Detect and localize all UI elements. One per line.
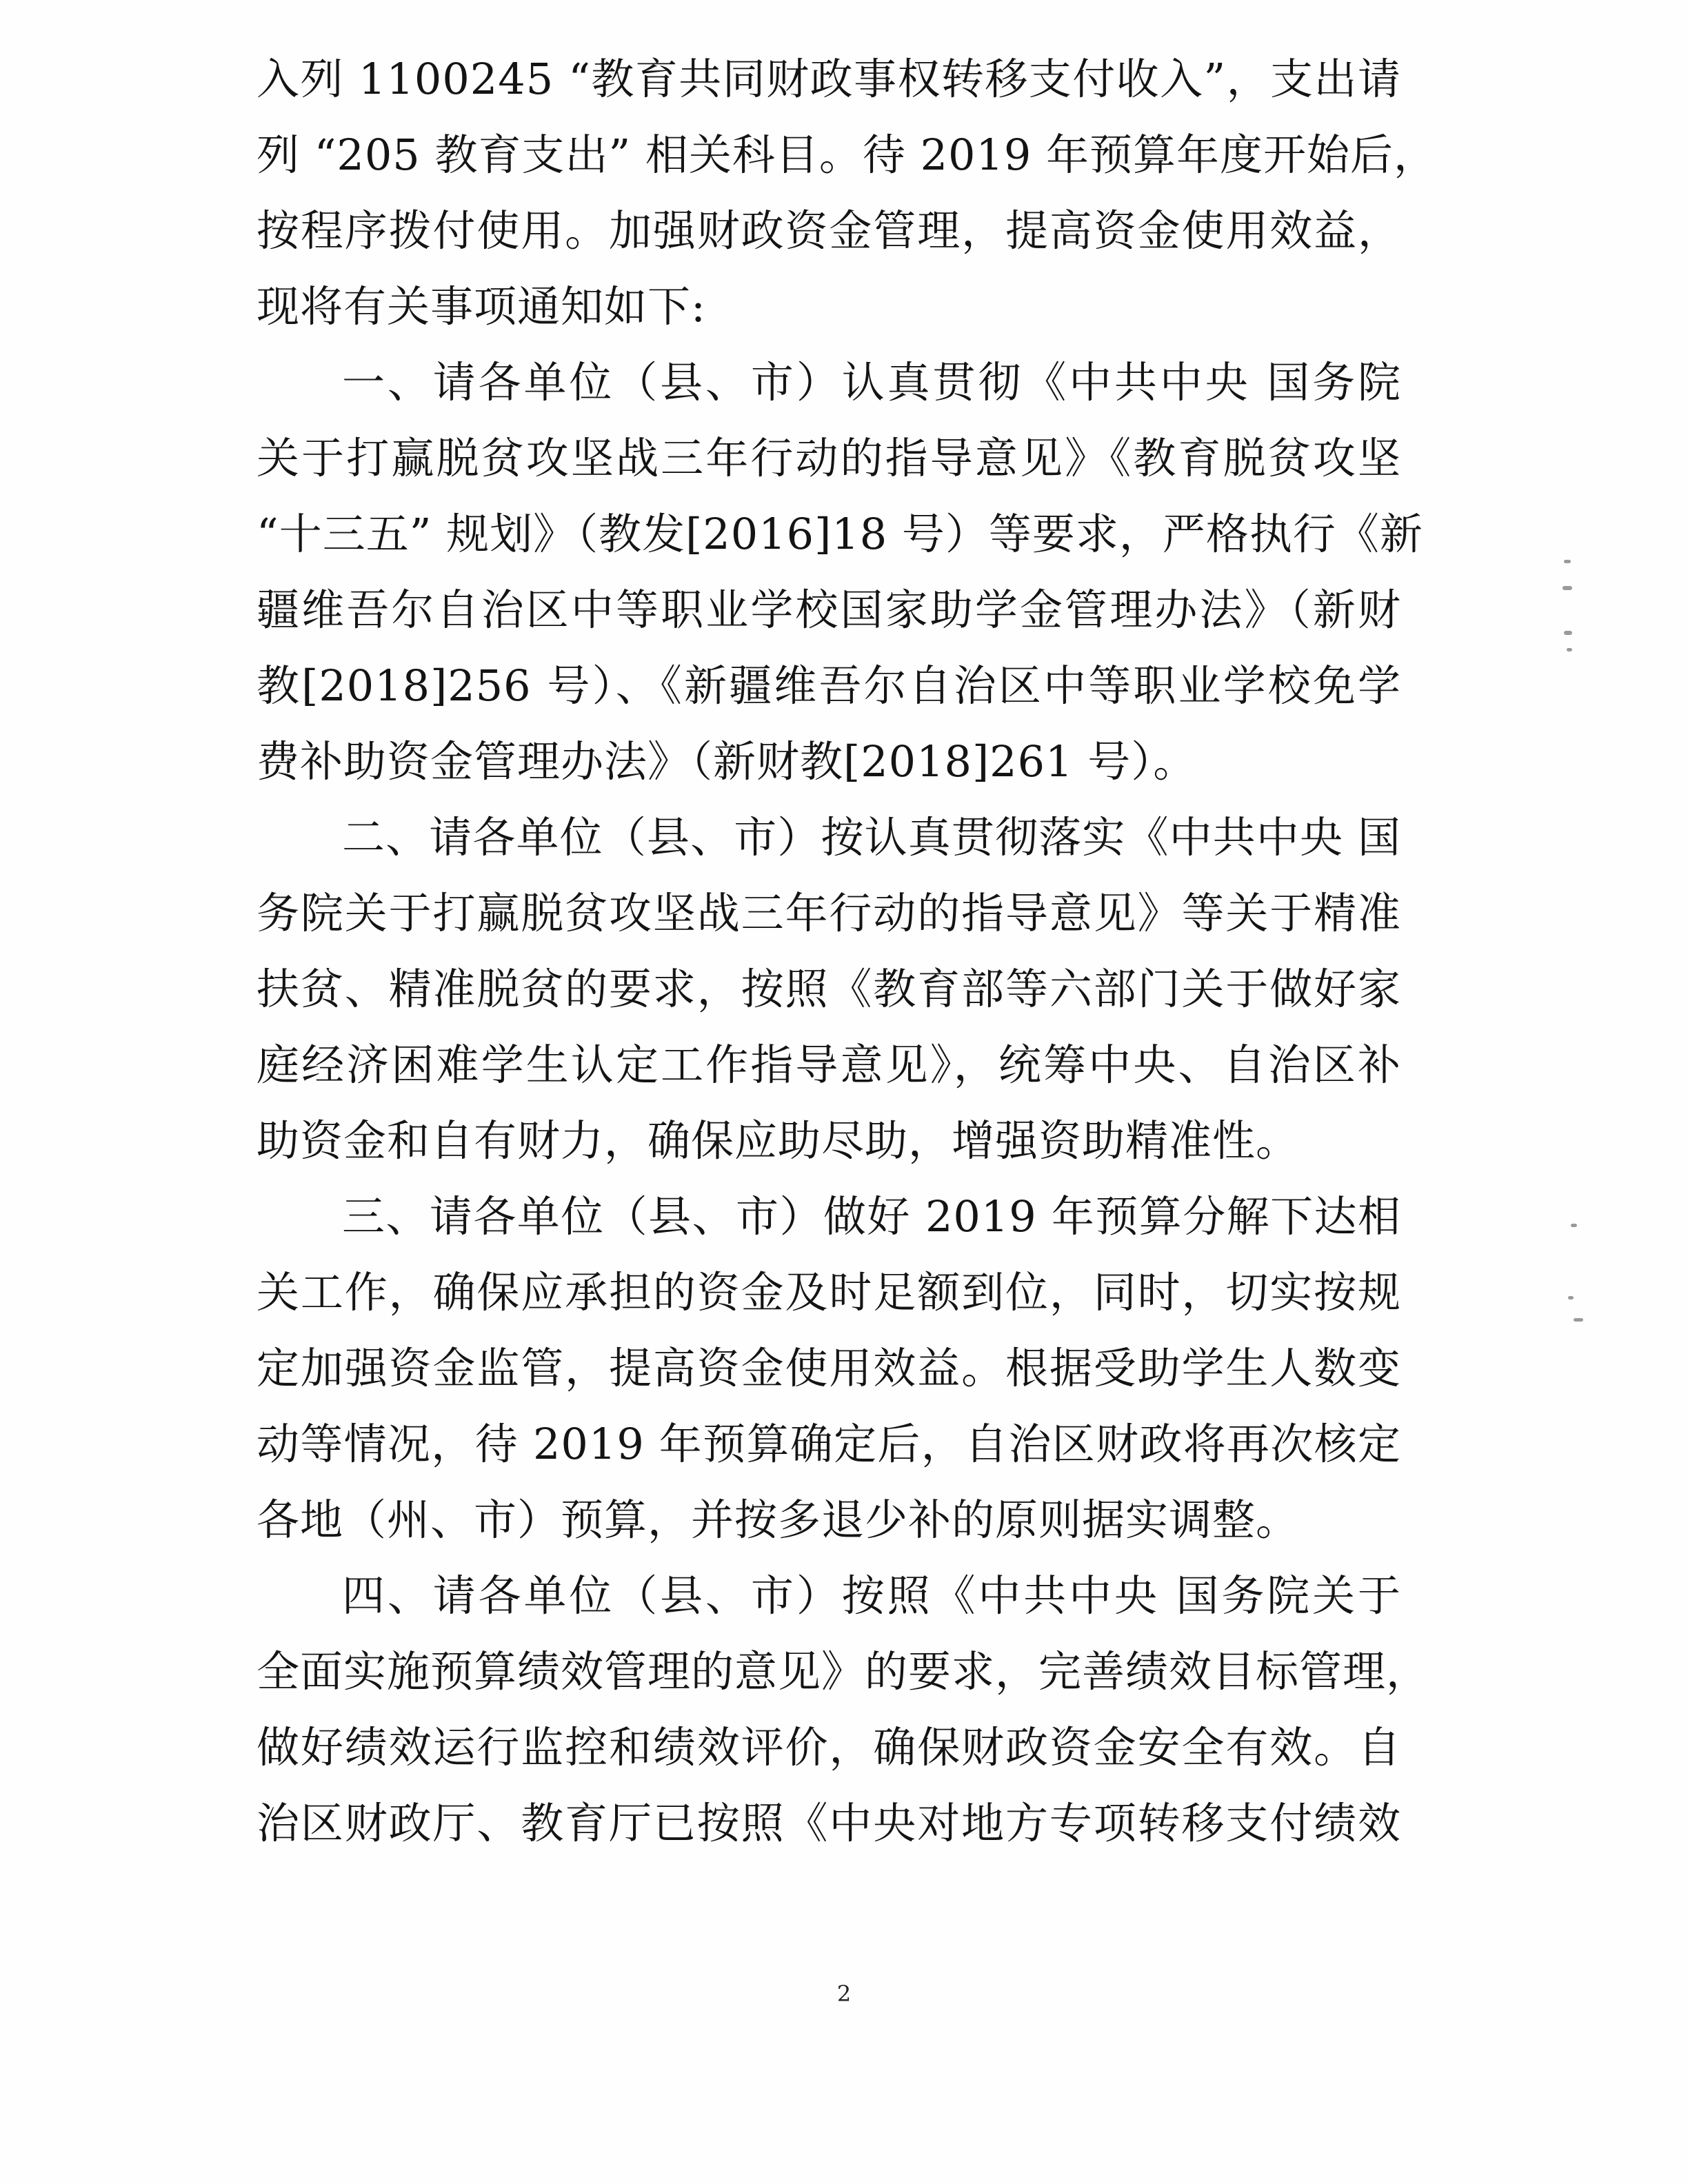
paragraph-4-start: 四、请各单位（县、市）按照《中共中央 国务院关于: [342, 1570, 1401, 1621]
body-line: “十三五” 规划》（教发[2016]18 号）等要求，严格执行《新: [257, 509, 1423, 559]
body-line: 按程序拨付使用。加强财政资金管理，提高资金使用效益，: [257, 205, 1401, 256]
scan-speck: [1564, 560, 1571, 563]
body-line: 扶贫、精准脱贫的要求，按照《教育部等六部门关于做好家: [257, 964, 1401, 1014]
page-number: 2: [836, 1981, 852, 2007]
body-line: 教[2018]256 号）、《新疆维吾尔自治区中等职业学校免学: [257, 660, 1401, 711]
body-line: 动等情况，待 2019 年预算确定后，自治区财政将再次核定: [257, 1419, 1401, 1469]
body-line: 全面实施预算绩效管理的意见》的要求，完善绩效目标管理，: [257, 1646, 1430, 1697]
body-line: 做好绩效运行监控和绩效评价，确保财政资金安全有效。自: [257, 1722, 1401, 1772]
document-body: [257, 41, 1438, 1861]
scan-speck: [1571, 1224, 1577, 1227]
body-line: 务院关于打赢脱贫攻坚战三年行动的指导意见》等关于精准: [257, 888, 1401, 938]
body-line: 庭经济困难学生认定工作指导意见》，统筹中央、自治区补: [257, 1040, 1401, 1090]
paragraph-3-start: 三、请各单位（县、市）做好 2019 年预算分解下达相: [342, 1191, 1401, 1242]
scan-speck: [1574, 1318, 1583, 1322]
scan-speck: [1568, 1296, 1574, 1300]
body-line: 疆维吾尔自治区中等职业学校国家助学金管理办法》（新财: [257, 585, 1401, 635]
scan-speck: [1563, 586, 1572, 590]
body-line: 治区财政厅、教育厅已按照《中央对地方专项转移支付绩效: [257, 1798, 1401, 1848]
body-line: 助资金和自有财力，确保应助尽助，增强资助精准性。: [257, 1115, 1300, 1166]
body-line: 关工作，确保应承担的资金及时足额到位，同时，切实按规: [257, 1267, 1401, 1317]
paragraph-2-start: 二、请各单位（县、市）按认真贯彻落实《中共中央 国: [342, 812, 1401, 862]
body-line: 关于打赢脱贫攻坚战三年行动的指导意见》《教育脱贫攻坚: [257, 433, 1401, 483]
body-line: 入列 1100245 “教育共同财政事权转移支付收入”，支出请: [257, 54, 1401, 104]
body-line: 各地（州、市）预算，并按多退少补的原则据实调整。: [257, 1495, 1300, 1545]
body-line: 定加强资金监管，提高资金使用效益。根据受助学生人数变: [257, 1343, 1401, 1393]
body-line: 现将有关事项通知如下:: [257, 281, 706, 332]
body-line: 费补助资金管理办法》（新财教[2018]261 号）。: [257, 736, 1197, 787]
body-line: 列 “205 教育支出” 相关科目。待 2019 年预算年度开始后，: [257, 130, 1438, 180]
scan-speck: [1564, 631, 1572, 635]
scan-speck: [1567, 648, 1572, 651]
paragraph-1-start: 一、请各单位（县、市）认真贯彻《中共中央 国务院: [342, 357, 1401, 407]
